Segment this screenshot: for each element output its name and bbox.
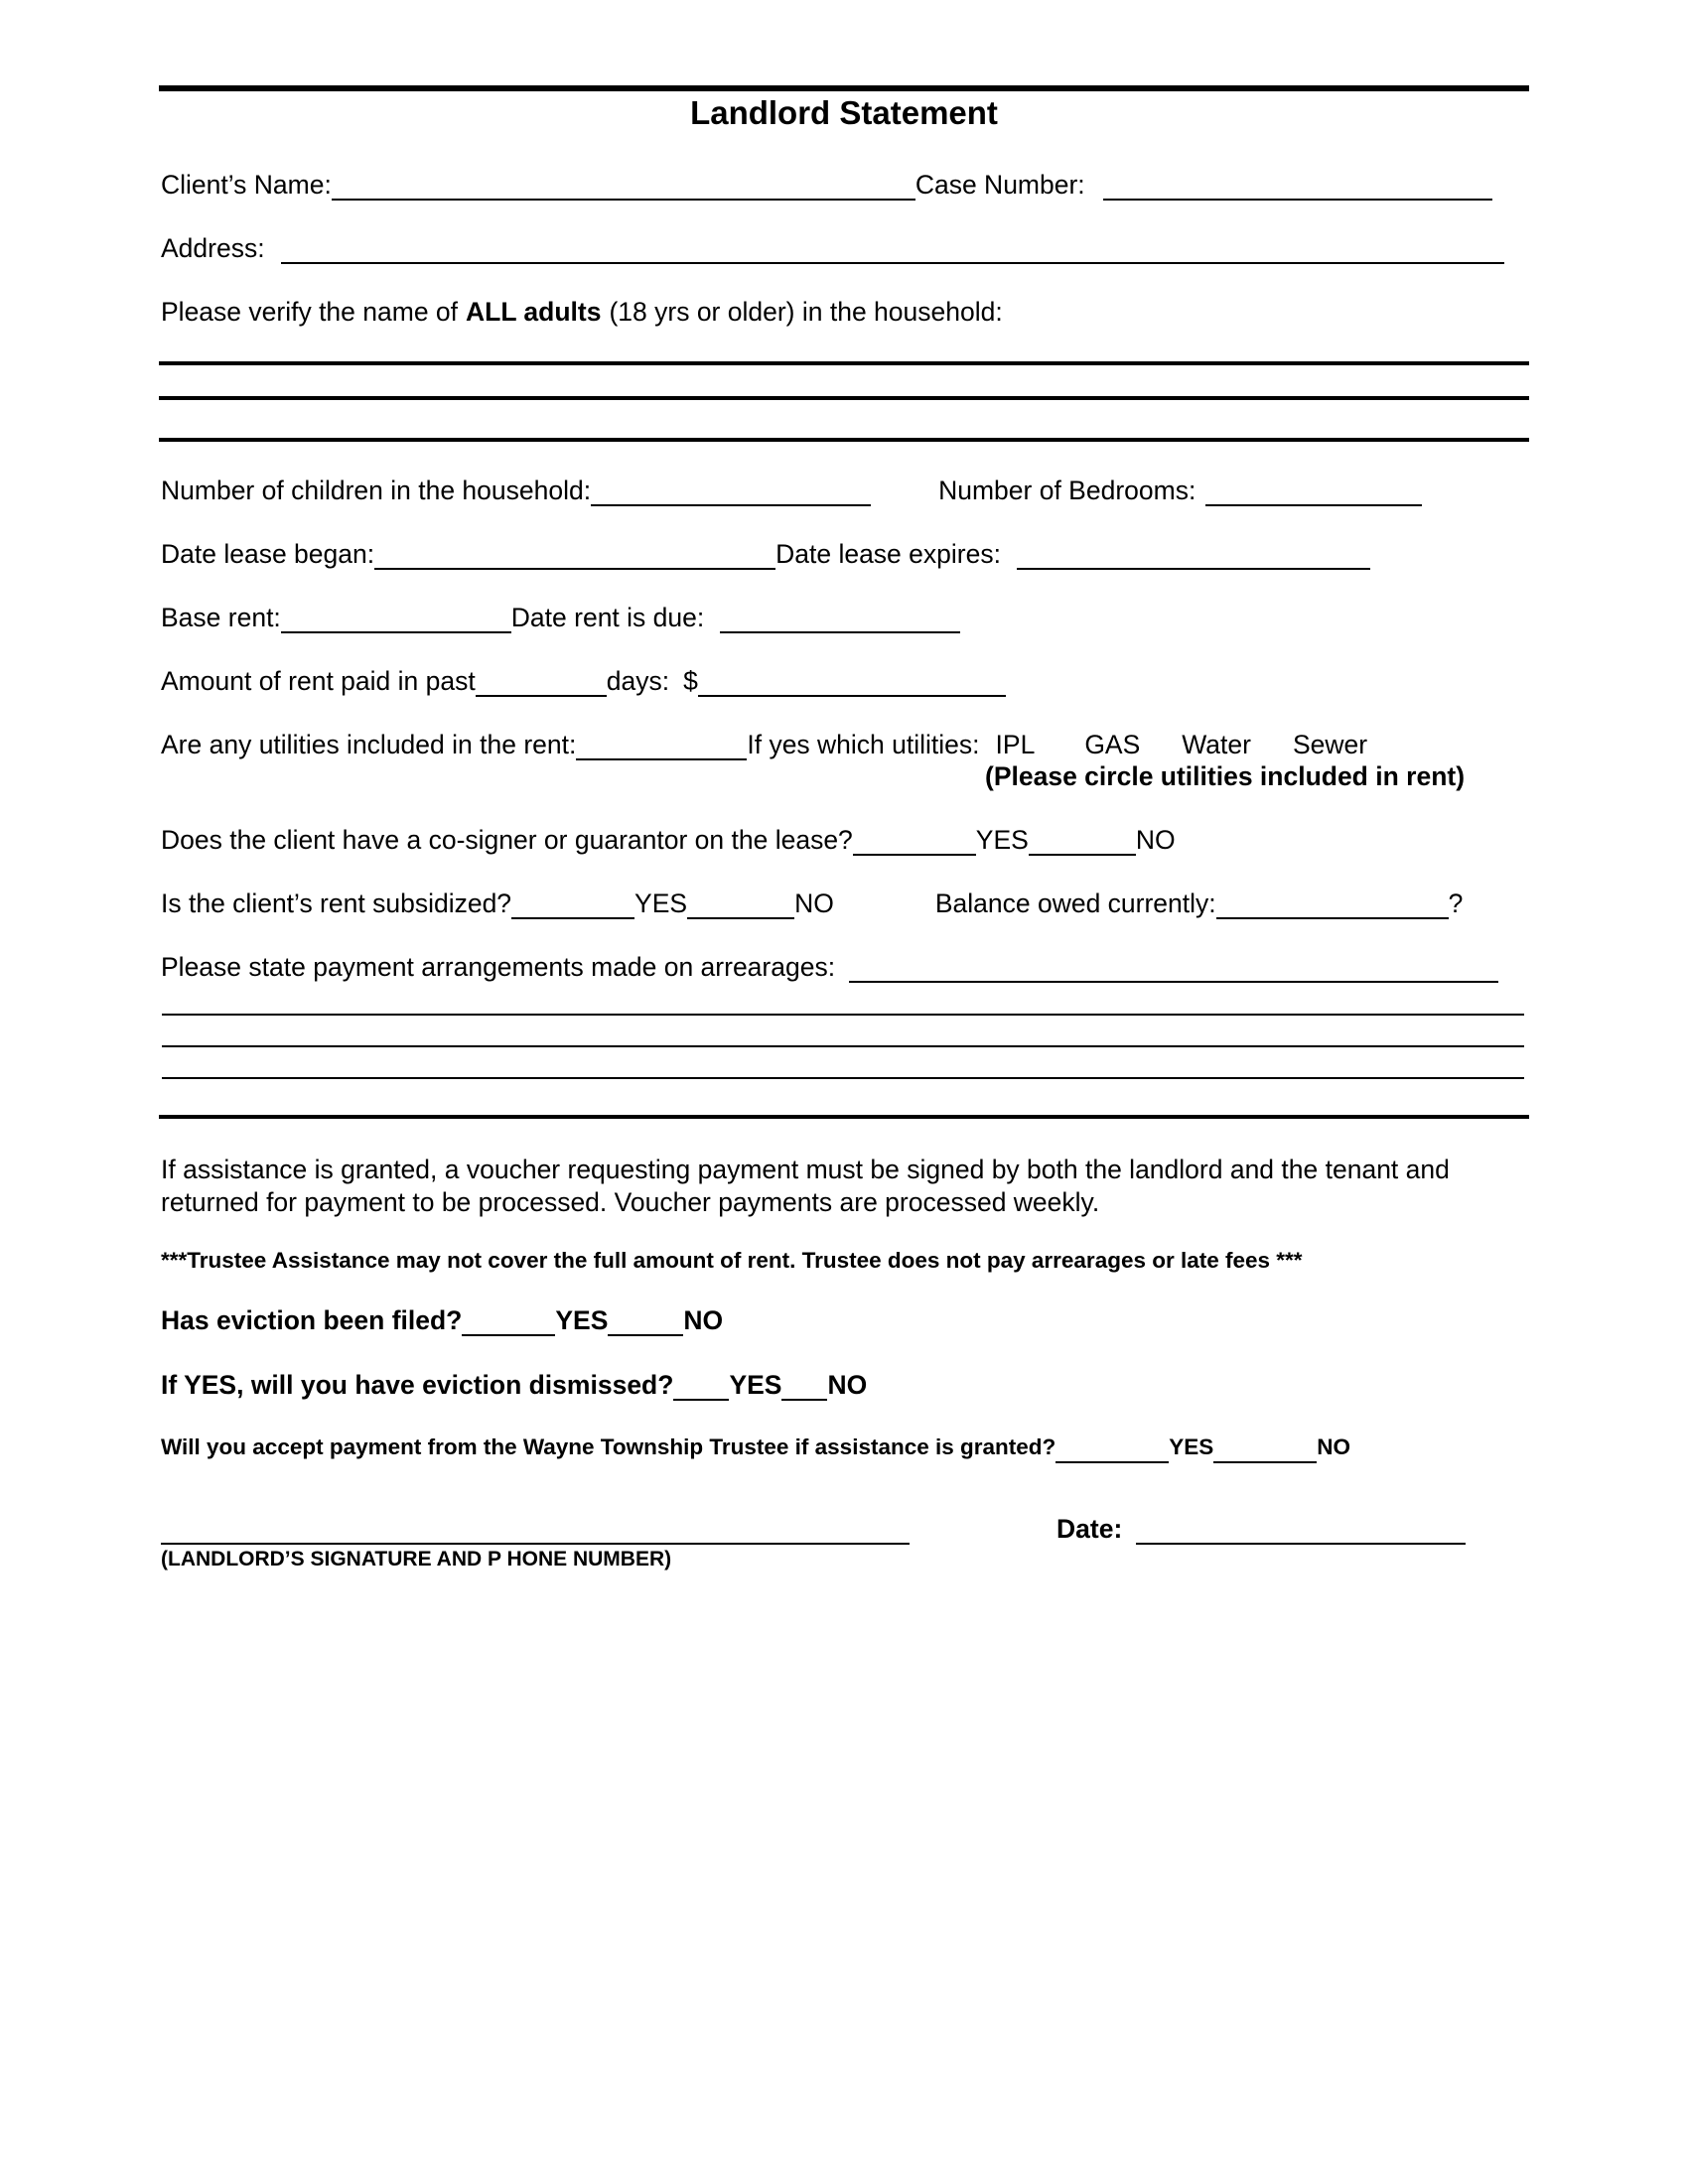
balance-label: Balance owed currently: <box>934 888 1216 918</box>
client-row <box>161 169 1539 201</box>
date-field[interactable] <box>1136 1519 1466 1545</box>
rent-due-field[interactable] <box>720 608 960 633</box>
address-field[interactable] <box>281 238 1504 264</box>
utilities-question: Are any utilities included in the rent: <box>161 730 577 759</box>
trustee-warning: ***Trustee Assistance may not cover the full amount of rent. Trustee does not pay arrearages or late fees *** <box>161 1248 1303 1273</box>
eviction-filed-row <box>161 1304 1539 1336</box>
subsidized-question: Is the client’s rent subsidized? <box>161 888 512 918</box>
base-rent-field[interactable] <box>281 608 511 633</box>
arrangements-label: Please state payment arrangements made on arrearages: <box>161 952 836 982</box>
balance-field[interactable] <box>1216 893 1449 919</box>
utilities-note-row <box>985 760 1465 792</box>
case-number-label: Case Number: <box>914 170 1085 200</box>
adults-bold: ALL adults <box>466 297 602 327</box>
cosigner-yes-field[interactable] <box>853 830 976 856</box>
address-row <box>161 232 1539 264</box>
children-field[interactable] <box>591 480 871 506</box>
utilities-note: (Please circle utilities included in rent) <box>985 761 1466 791</box>
arrangements-line-1[interactable] <box>162 1014 1524 1016</box>
lease-began-field[interactable] <box>374 544 775 570</box>
adults-prefix: Please verify the name of <box>161 297 459 327</box>
adults-row <box>161 296 1539 328</box>
signature-field[interactable] <box>161 1519 910 1545</box>
accept-payment-no-field[interactable] <box>1213 1437 1317 1463</box>
top-rule <box>159 85 1529 91</box>
lease-expires-field[interactable] <box>1017 544 1370 570</box>
subsidized-yes-label: YES <box>634 888 688 918</box>
lease-began-label: Date lease began: <box>161 539 375 569</box>
dollar-sign: $ <box>683 666 698 696</box>
eviction-dismissed-yes-label: YES <box>729 1370 782 1400</box>
section-divider <box>159 1115 1529 1119</box>
subsidized-no-label: NO <box>794 888 834 918</box>
eviction-filed-no-label: NO <box>683 1305 724 1335</box>
days-label: days: <box>606 666 670 696</box>
accept-payment-yes-label: YES <box>1169 1434 1214 1459</box>
utilities-row <box>161 729 1539 760</box>
client-name-label: Client’s Name: <box>161 170 332 200</box>
rent-paid-row <box>161 665 1539 697</box>
signature-label: (LANDLORD’S SIGNATURE AND P HONE NUMBER) <box>161 1548 672 1570</box>
accept-payment-question: Will you accept payment from the Wayne Township Trustee if assistance is granted? <box>161 1434 1056 1459</box>
utility-sewer[interactable]: Sewer <box>1292 730 1368 759</box>
eviction-filed-no-field[interactable] <box>608 1310 683 1336</box>
cosigner-no-field[interactable] <box>1029 830 1136 856</box>
eviction-dismissed-yes-field[interactable] <box>673 1375 729 1401</box>
arrangements-line-3[interactable] <box>162 1077 1524 1079</box>
children-label: Number of children in the household: <box>161 476 592 505</box>
lease-row <box>161 538 1539 570</box>
signature-row <box>161 1513 1539 1545</box>
eviction-dismissed-no-label: NO <box>827 1370 868 1400</box>
case-number-field[interactable] <box>1103 175 1492 201</box>
eviction-filed-question: Has eviction been filed? <box>161 1305 463 1335</box>
arrangements-line-2[interactable] <box>162 1045 1524 1047</box>
eviction-filed-yes-field[interactable] <box>462 1310 555 1336</box>
client-name-field[interactable] <box>332 175 915 201</box>
rent-paid-label: Amount of rent paid in past <box>161 666 476 696</box>
accept-payment-no-label: NO <box>1317 1434 1351 1459</box>
utilities-which-label: If yes which utilities: <box>747 730 980 759</box>
children-row <box>161 475 1539 506</box>
signature-label-row <box>161 1544 1539 1575</box>
adults-suffix: (18 yrs or older) in the household: <box>609 297 1003 327</box>
bedrooms-field[interactable] <box>1205 480 1422 506</box>
cosigner-row <box>161 824 1539 856</box>
address-label: Address: <box>161 233 265 263</box>
cosigner-no-label: NO <box>1135 825 1176 855</box>
utility-gas[interactable]: GAS <box>1084 730 1141 759</box>
rent-paid-amount-field[interactable] <box>698 671 1006 697</box>
adults-line-2[interactable] <box>159 396 1529 400</box>
date-label: Date: <box>1056 1514 1123 1544</box>
utilities-field[interactable] <box>576 735 747 760</box>
accept-payment-yes-field[interactable] <box>1055 1437 1169 1463</box>
adults-line-3[interactable] <box>159 438 1529 442</box>
eviction-dismissed-question: If YES, will you have eviction dismissed? <box>161 1370 674 1400</box>
eviction-dismissed-no-field[interactable] <box>781 1375 827 1401</box>
arrangements-field[interactable] <box>849 957 1498 983</box>
subsidized-no-field[interactable] <box>687 893 794 919</box>
cosigner-question: Does the client have a co-signer or guarantor on the lease? <box>161 825 853 855</box>
rent-row <box>161 602 1539 633</box>
utility-water[interactable]: Water <box>1182 730 1251 759</box>
rent-due-label: Date rent is due: <box>510 603 705 632</box>
subsidized-row <box>161 887 1539 919</box>
accept-payment-row <box>161 1432 1539 1463</box>
rent-paid-days-field[interactable] <box>476 671 607 697</box>
bedrooms-label: Number of Bedrooms: <box>938 476 1196 505</box>
base-rent-label: Base rent: <box>161 603 281 632</box>
voucher-notice: If assistance is granted, a voucher requesting payment must be signed by both the landlord and the tenant and returned for payment to be processed. Voucher payments are processed weekly. <box>161 1155 1450 1217</box>
adults-line-1[interactable] <box>159 361 1529 365</box>
cosigner-yes-label: YES <box>975 825 1029 855</box>
arrangements-row <box>161 951 1539 983</box>
lease-expires-label: Date lease expires: <box>775 539 1001 569</box>
eviction-dismissed-row <box>161 1369 1539 1401</box>
page-title: Landlord Statement <box>690 94 998 131</box>
eviction-filed-yes-label: YES <box>555 1305 609 1335</box>
subsidized-yes-field[interactable] <box>511 893 634 919</box>
trustee-warning-row <box>161 1245 1539 1277</box>
balance-question-mark: ? <box>1448 888 1464 918</box>
utility-ipl[interactable]: IPL <box>995 730 1036 759</box>
